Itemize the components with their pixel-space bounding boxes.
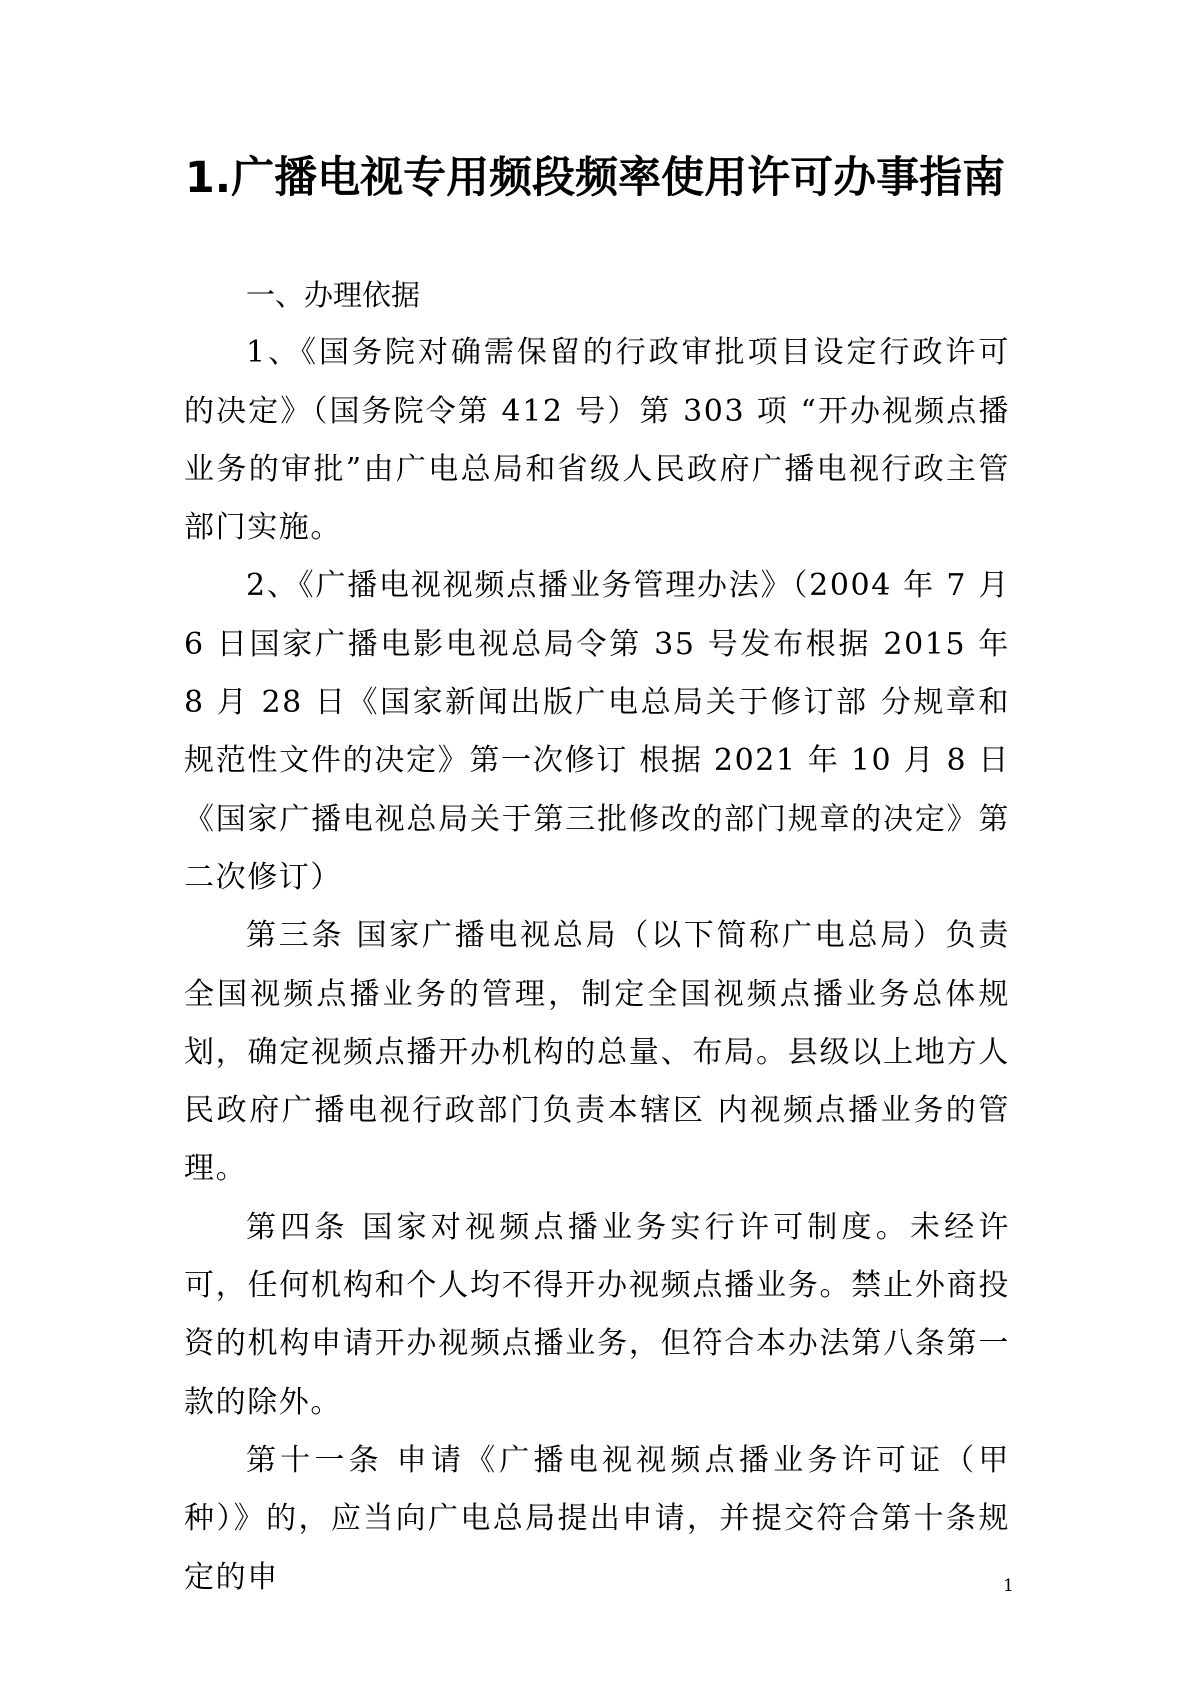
paragraph: 第四条 国家对视频点播业务实行许可制度。未经许可，任何机构和个人均不得开办视频点播业务。禁止外商投资的机构申请开办视频点播业务，但符合本办法第八条第一款的除外。: [184, 1209, 1010, 1420]
paragraph: 第十一条 申请《广播电视视频点播业务许可证（甲种）》的，应当向广电总局提出申请，并提交符合第十条规定的申: [184, 1442, 1010, 1595]
section-heading: 一、办理依据: [246, 278, 421, 312]
page-number: 1: [1003, 1576, 1014, 1596]
document-body: [184, 266, 1010, 1607]
paragraph: 1、《国务院对确需保留的行政审批项目设定行政许可的决定》（国务院令第 412 号）第 303 项 “开办视频点播业务的审批”由广电总局和省级人民政府广播电视行政主管部门实施。: [184, 335, 1010, 546]
document-title: 1.广播电视专用频段频率使用许可办事指南: [184, 153, 1006, 203]
paragraph: 2、《广播电视视频点播业务管理办法》（2004 年 7 月 6 日国家广播电影电视总局令第 35 号发布根据 2015 年 8 月 28 日《国家新闻出版广电总局关于修订部 分规章和规范性文件的决定》第一次修订 根据 2021 年 10 月 8 日《国家广播电视总局关于第三批修改的部门规章的决定》第二次修订）: [184, 568, 1010, 895]
paragraph: 第三条 国家广播电视总局（以下简称广电总局）负责全国视频点播业务的管理，制定全国视频点播业务总体规划，确定视频点播开办机构的总量、布局。县级以上地方人民政府广播电视行政部门负责本辖区 内视频点播业务的管理。: [184, 918, 1010, 1187]
